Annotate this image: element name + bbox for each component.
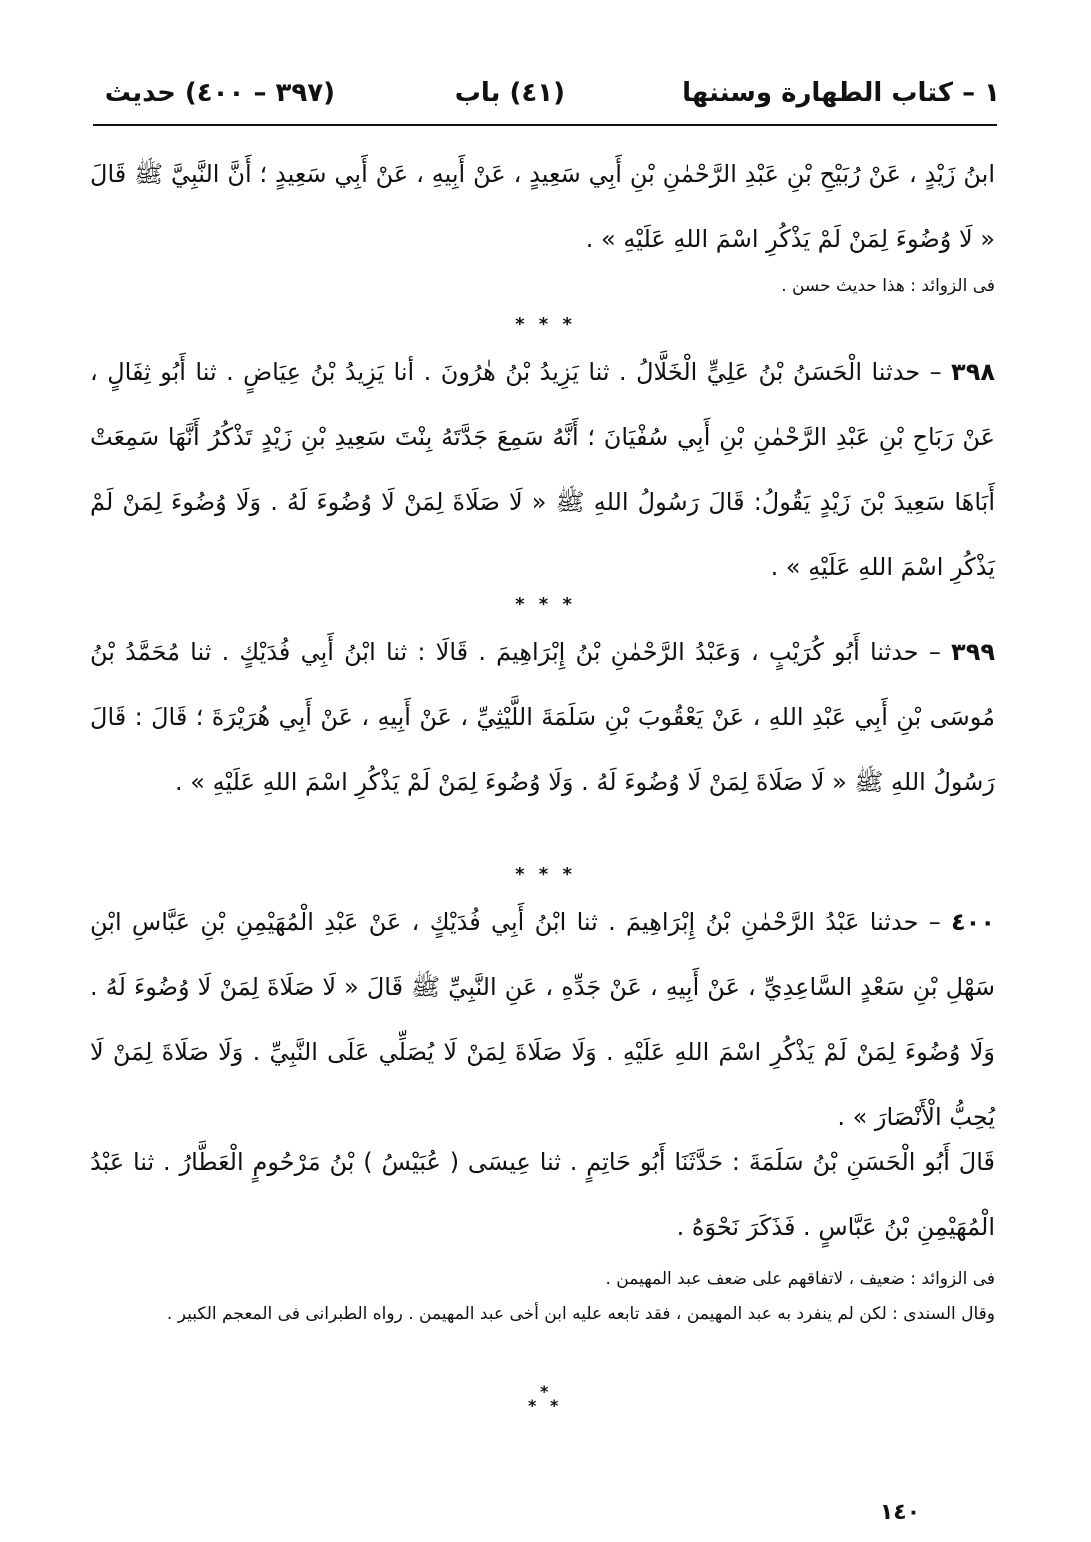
separator-1: * * * [515, 314, 576, 335]
hadith-397-text: ابنُ زَيْدٍ ، عَنْ رُبَيْحِ بْنِ عَبْدِ الرَّحْمٰنِ بْنِ أَبِي سَعِيدٍ ، عَنْ أَبِيهِ ، عَنْ أَبِي سَعِيدٍ ؛ أَنَّ النَّبِيَّ ﷺ قَالَ « لَا وُضُوءَ لِمَنْ لَمْ يَذْكُرِ اسْمَ اللهِ عَلَيْهِ » . [90, 160, 995, 253]
hadith-398 [90, 340, 995, 600]
separator-2: * * * [515, 594, 576, 615]
hadith-398-number: ٣٩٨ [951, 358, 995, 386]
chapter-title: ١ – كتاب الطهارة وسننها [682, 78, 1000, 108]
hadith-400-number: ٤٠٠ [951, 908, 995, 936]
hadith-400-note-sindi: وقال السندى : لكن لم ينفرد به عبد المهيمن ، فقد تابعه عليه ابن أخى عبد المهيمن . رواه الطبرانى فى المعجم الكبير . [166, 1304, 995, 1324]
hadith-400-continuation: قَالَ أَبُو الْحَسَنِ بْنُ سَلَمَةَ : حَدَّثَنَا أَبُو حَاتِمٍ . ثنا عِيسَى ( عُبَيْسُ ) بْنُ مَرْحُومٍ الْعَطَّارُ . ثنا عَبْدُ الْمُهَيْمِنِ بْنُ عَبَّاسٍ . فَذَكَرَ نَحْوَهُ . [90, 1148, 995, 1241]
hadith-399-text: – حدثنا أَبُو كُرَيْبٍ ، وَعَبْدُ الرَّحْمٰنِ بْنُ إِبْرَاهِيمَ . قَالَا : ثنا ابْنُ أَبِي فُدَيْكٍ . ثنا مُحَمَّدُ بْنُ مُوسَى بْنِ أَبِي عَبْدِ اللهِ ، عَنْ يَعْقُوبَ بْنِ سَلَمَةَ اللَّيْثِيِّ ، عَنْ أَبِيهِ ، عَنْ أَبِي هُرَيْرَةَ ؛ قَالَ : قَالَ رَسُولُ اللهِ ﷺ « لَا صَلَاةَ لِمَنْ لَا وُضُوءَ لَهُ . وَلَا وُضُوءَ لِمَنْ لَمْ يَذْكُرِ اسْمَ اللهِ عَلَيْهِ » . [90, 638, 995, 796]
header-rule [93, 124, 997, 126]
page-number: ١٤٠ [879, 1500, 921, 1525]
end-ornament: * * * [528, 1382, 559, 1415]
hadith-400 [90, 890, 995, 1150]
hadith-range: (٣٩٧ – ٤٠٠) حديث [104, 78, 335, 108]
hadith-400-note-zawaid: فى الزوائد : ضعيف ، لاتفاقهم على ضعف عبد المهيمن . [605, 1269, 995, 1289]
separator-3: * * * [515, 864, 576, 885]
hadith-400-text: – حدثنا عَبْدُ الرَّحْمٰنِ بْنُ إِبْرَاهِيمَ . ثنا ابْنُ أَبِي فُدَيْكٍ ، عَنْ عَبْدِ الْمُهَيْمِنِ بْنِ عَبَّاسِ ابْنِ سَهْلِ بْنِ سَعْدٍ السَّاعِدِيِّ ، عَنْ أَبِيهِ ، عَنْ جَدِّهِ ، عَنِ النَّبِيِّ ﷺ قَالَ « لَا صَلَاةَ لِمَنْ لَا وُضُوءَ لَهُ . وَلَا وُضُوءَ لِمَنْ لَمْ يَذْكُرِ اسْمَ اللهِ عَلَيْهِ . وَلَا صَلَاةَ لِمَنْ لَا يُصَلِّي عَلَى النَّبِيِّ . وَلَا صَلَاةَ لِمَنْ لَا يُحِبُّ الْأَنْصَارَ » . [90, 908, 995, 1131]
running-header [100, 70, 1000, 126]
hadith-399 [90, 620, 995, 815]
hadith-399-number: ٣٩٩ [951, 638, 995, 666]
bab-number: (٤١) باب [454, 78, 565, 108]
hadith-397-note: فى الزوائد : هذا حديث حسن . [781, 276, 995, 296]
hadith-398-text: – حدثنا الْحَسَنُ بْنُ عَلِيٍّ الْخَلَّالُ . ثنا يَزِيدُ بْنُ هٰرُونَ . أنا يَزِيدُ بْنُ عِيَاضٍ . ثنا أَبُو ثِفَالٍ ، عَنْ رَبَاحِ بْنِ عَبْدِ الرَّحْمٰنِ بْنِ أَبِي سُفْيَانَ ؛ أَنَّهُ سَمِعَ جَدَّتَهُ بِنْتَ سَعِيدِ بْنِ زَيْدٍ تَذْكُرُ أَنَّهَا سَمِعَتْ أَبَاهَا سَعِيدَ بْنَ زَيْدٍ يَقُولُ: قَالَ رَسُولُ اللهِ ﷺ « لَا صَلَاةَ لِمَنْ لَا وُضُوءَ لَهُ . وَلَا وُضُوءَ لِمَنْ لَمْ يَذْكُرِ اسْمَ اللهِ عَلَيْهِ » . [90, 358, 995, 581]
